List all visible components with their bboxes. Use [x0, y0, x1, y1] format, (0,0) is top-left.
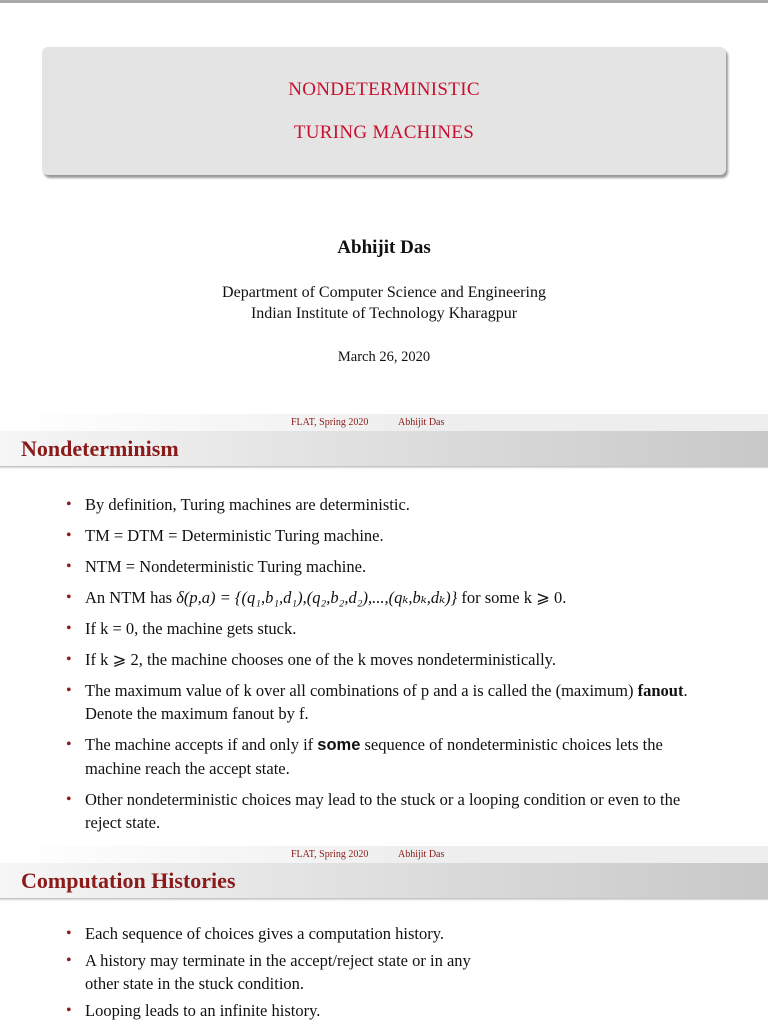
- list-item: • TM = DTM = Deterministic Turing machine.: [0, 524, 705, 547]
- list-item: • Each sequence of choices gives a computation history.: [0, 922, 705, 945]
- top-rule: [0, 0, 768, 3]
- frame-title: Nondeterminism: [21, 436, 179, 461]
- list-item: • Other nondeterministic choices may lead to the stuck or a looping condition or even to the reject state.: [0, 788, 705, 834]
- list-item: • If k = 0, the machine gets stuck.: [0, 617, 705, 640]
- list-item: • A history may terminate in the accept/reject state or in any other state in the stuck condition.: [0, 949, 485, 995]
- title-line-2: TURING MACHINES: [293, 122, 475, 143]
- author-name: Abhijit Das: [337, 237, 431, 258]
- footer-2: [0, 846, 768, 863]
- list-item: • By definition, Turing machines are deterministic.: [0, 493, 705, 516]
- title-line-1: NONDETERMINISTIC: [288, 79, 480, 100]
- list-item: • An NTM has δ(p,a) = {(q₁,b₁,d₁),(q₂,b₂,d₂),...,(qₖ,bₖ,dₖ)} for some k ⩾ 0.: [0, 586, 705, 609]
- list-item: • The machine accepts if and only if some sequence of nondeterministic choices lets the machine reach the accept state.: [0, 733, 705, 780]
- frame-title-bar: [0, 431, 768, 466]
- footer-author: Abhijit Das: [398, 849, 445, 860]
- list-item: • If k ⩾ 2, the machine chooses one of the k moves nondeterministically.: [0, 648, 705, 671]
- list-item: • The maximum value of k over all combinations of p and a is called the (maximum) fanout. Denote the maximum fanout by f.: [0, 679, 705, 725]
- footer-course: FLAT, Spring 2020: [291, 849, 369, 860]
- list-item: • Looping leads to an infinite history.: [0, 999, 705, 1022]
- date: March 26, 2020: [337, 349, 431, 365]
- bullet-list: [0, 922, 705, 1022]
- footer-course: FLAT, Spring 2020: [291, 417, 369, 428]
- footer-author: Abhijit Das: [398, 417, 445, 428]
- transition-formula: δ(p,a) = {(q₁,b₁,d₁),(q₂,b₂,d₂),...,(qₖ,bₖ,dₖ)}: [176, 588, 458, 607]
- department: Department of Computer Science and Engineering: [222, 284, 546, 301]
- list-item: • NTM = Nondeterministic Turing machine.: [0, 555, 705, 578]
- institute: Indian Institute of Technology Kharagpur: [250, 305, 518, 322]
- title-box: [42, 47, 726, 175]
- footer-1: [0, 414, 768, 431]
- frame-title: Computation Histories: [21, 868, 236, 893]
- frame-title-bar: [0, 863, 768, 898]
- bullet-list: [0, 493, 705, 834]
